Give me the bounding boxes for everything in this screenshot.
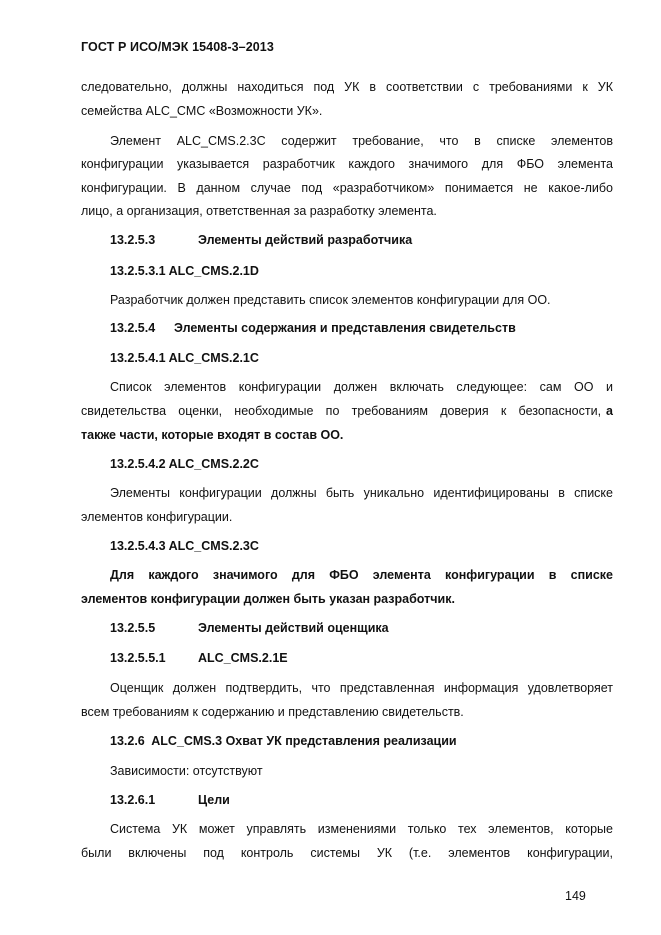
paragraph-line: Элемент ALC_CMS.2.3C содержит требование, что в списке элементов xyxy=(110,134,613,148)
paragraph-line: Элементы конфигурации должны быть уникально идентифицированы в списке xyxy=(110,486,613,500)
section-code: ALC_CMS.3 xyxy=(151,734,223,748)
subsection-heading-132543: 13.2.5.4.3 ALC_CMS.2.3C xyxy=(110,539,259,553)
paragraph-line: лицо, а организация, ответственная за разработку элемента. xyxy=(81,204,437,218)
paragraph-line: Список элементов конфигурации должен включать следующее: сам ОО и xyxy=(110,380,613,394)
subsection-heading-132542: 13.2.5.4.2 ALC_CMS.2.2C xyxy=(110,457,259,471)
running-header: ГОСТ Р ИСО/МЭК 15408-3–2013 xyxy=(81,40,274,54)
page-number: 149 xyxy=(565,889,586,903)
paragraph-line: Разработчик должен представить список элементов конфигурации для ОО. xyxy=(110,293,551,307)
section-number: 13.2.5.5.1 xyxy=(110,651,166,665)
paragraph-line: элементов конфигурации. xyxy=(81,510,233,524)
emphasis-line: также части, которые входят в состав ОО. xyxy=(81,428,344,442)
paragraph-line: Зависимости: отсутствуют xyxy=(110,764,263,778)
section-title: ALC_CMS.2.1E xyxy=(198,651,288,665)
section-number: 13.2.5.3 xyxy=(110,233,156,247)
paragraph-line: конфигурации. В данном случае под «разработчиком» понимается не какое-либо xyxy=(81,181,613,195)
section-number: 13.2.6.1 xyxy=(110,793,156,807)
section-number: 13.2.6 xyxy=(110,734,145,748)
section-heading-13254 xyxy=(110,321,613,336)
section-title: Элементы действий оценщика xyxy=(198,621,389,635)
section-title: Охват УК представления реализации xyxy=(225,734,457,748)
subsection-heading-132551 xyxy=(110,651,613,666)
paragraph-line: следовательно, должны находиться под УК в соответствии с требованиями к УК xyxy=(81,80,613,94)
section-number: 13.2.5.5 xyxy=(110,621,156,635)
section-title: Элементы действий разработчика xyxy=(198,233,413,247)
paragraph-text: свидетельства оценки, необходимые по требованиям доверия к безопасности, xyxy=(81,404,602,418)
paragraph-line: были включены под контроль системы УК (т.е. элементов конфигурации, xyxy=(81,846,613,860)
paragraph-line: конфигурации указывается разработчик каждого значимого для ФБО элемента xyxy=(81,157,613,171)
paragraph-line: всем требованиям к содержанию и представлению свидетельств. xyxy=(81,705,464,719)
paragraph-line xyxy=(81,404,613,419)
paragraph-line: Система УК может управлять изменениями только тех элементов, которые xyxy=(110,822,613,836)
paragraph-line: Оценщик должен подтвердить, что представленная информация удовлетворяет xyxy=(110,681,613,695)
emphasis-line: элементов конфигурации должен быть указан разработчик. xyxy=(81,592,455,606)
paragraph-line: семейства ALC_CMC «Возможности УК». xyxy=(81,104,323,118)
subsection-heading-132531: 13.2.5.3.1 ALC_CMS.2.1D xyxy=(110,264,259,278)
emphasis-text: а xyxy=(606,404,613,418)
section-heading-1326 xyxy=(110,734,613,749)
section-heading-13255 xyxy=(110,621,613,636)
section-heading-13261 xyxy=(110,793,613,808)
section-number: 13.2.5.4 xyxy=(110,321,156,335)
subsection-heading-132541: 13.2.5.4.1 ALC_CMS.2.1C xyxy=(110,351,259,365)
section-heading-13253 xyxy=(110,233,613,248)
section-title: Элементы содержания и представления свидетельств xyxy=(174,321,516,335)
emphasis-line: Для каждого значимого для ФБО элемента конфигурации в списке xyxy=(110,568,613,582)
section-title: Цели xyxy=(198,793,230,807)
